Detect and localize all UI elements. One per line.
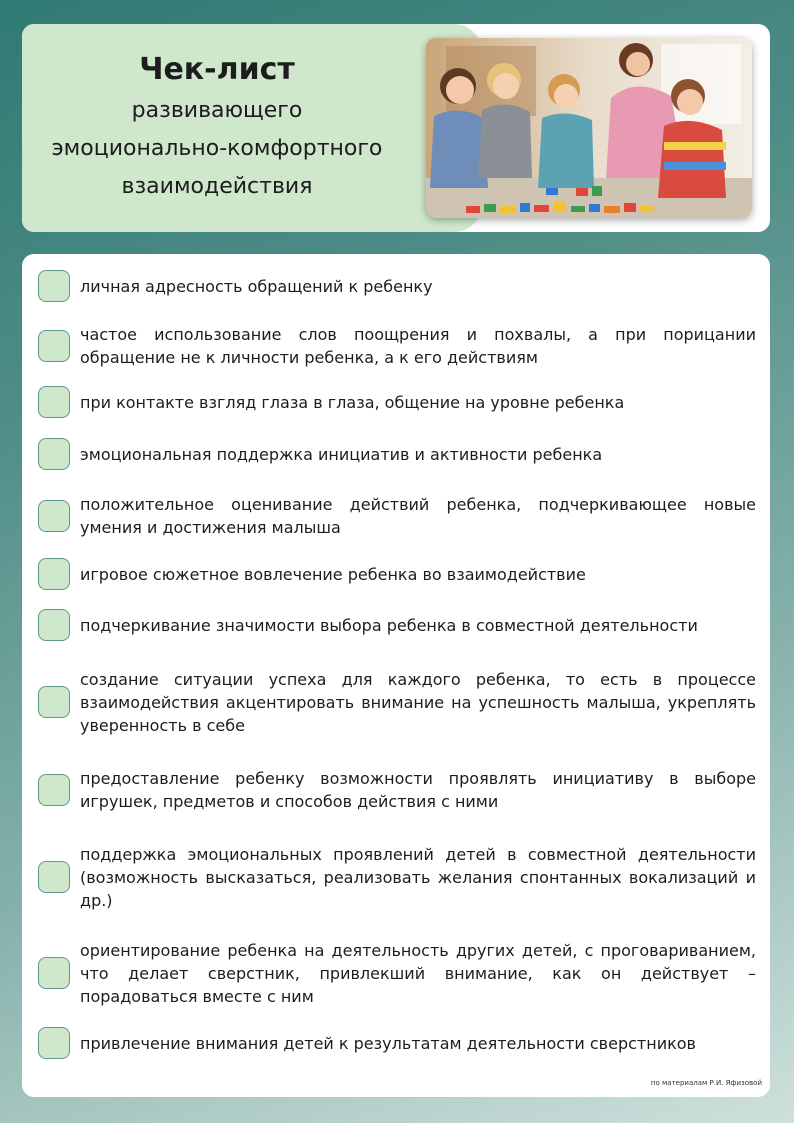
checkbox[interactable]	[38, 609, 70, 641]
checklist-item	[22, 842, 770, 912]
checkbox[interactable]	[38, 438, 70, 470]
checkbox[interactable]	[38, 957, 70, 989]
checklist-item	[22, 492, 770, 540]
checkbox[interactable]	[38, 500, 70, 532]
checklist-item	[22, 322, 770, 370]
checklist-item-text: создание ситуации успеха для каждого ребенка, то есть в процессе взаимодействия акцентировать внимание на успешность малыша, укреплять уверенность в себе	[80, 669, 756, 735]
checkbox[interactable]	[38, 774, 70, 806]
checkbox[interactable]	[38, 861, 70, 893]
checklist-item-text: личная адресность обращений к ребенку	[80, 276, 433, 296]
checklist-item	[22, 558, 770, 590]
checklist-item-text: поддержка эмоциональных проявлений детей в совместной деятельности (возможность высказаться, реализовать желания спонтанных вокализаций и др.)	[80, 844, 756, 910]
checklist-item-text: эмоциональная поддержка инициатив и активности ребенка	[80, 444, 603, 464]
title-block	[22, 24, 412, 232]
checklist-item	[22, 438, 770, 470]
checkbox[interactable]	[38, 330, 70, 362]
checklist-item-text: положительное оценивание действий ребенка, подчеркивающее новые умения и достижения малыша	[80, 495, 756, 537]
checklist-item-text: подчеркивание значимости выбора ребенка в совместной деятельности	[80, 615, 698, 635]
checkbox[interactable]	[38, 386, 70, 418]
checklist-item	[22, 938, 770, 1008]
checklist-item-text: ориентирование ребенка на деятельность других детей, с проговариванием, что делает сверстник, привлекший внимание, как он действует – порадоваться вместе с ним	[80, 940, 756, 1006]
checkbox[interactable]	[38, 558, 70, 590]
checklist-card	[22, 254, 770, 1097]
page-title: Чек-лист	[139, 52, 295, 87]
checklist-item-text: привлечение внимания детей к результатам деятельности сверстников	[80, 1033, 696, 1053]
checklist-item	[22, 667, 770, 737]
source-note: по материалам Р.И. Яфизовой	[650, 1079, 762, 1087]
subtitle-line-1: развивающего	[131, 98, 303, 123]
checklist-item-text: игровое сюжетное вовлечение ребенка во взаимодействие	[80, 564, 586, 584]
checklist-item	[22, 270, 770, 302]
checklist-item-text: частое использование слов поощрения и похвалы, а при порицании обращение не к личности ребенка, а к его действиям	[80, 325, 756, 367]
checklist-item	[22, 766, 770, 814]
checklist-item	[22, 1027, 770, 1059]
subtitle-line-3: взаимодействия	[121, 174, 313, 199]
checklist-item-text: при контакте взгляд глаза в глаза, общение на уровне ребенка	[80, 392, 625, 412]
checklist-item	[22, 609, 770, 641]
checkbox[interactable]	[38, 1027, 70, 1059]
checklist-item	[22, 386, 770, 418]
subtitle-line-2: эмоционально-комфортного	[51, 136, 383, 161]
checklist-item-text: предоставление ребенку возможности проявлять инициативу в выборе игрушек, предметов и способов действия с ними	[80, 769, 756, 811]
children-playing-photo	[426, 38, 752, 218]
header-card	[22, 24, 770, 232]
checkbox[interactable]	[38, 270, 70, 302]
checkbox[interactable]	[38, 686, 70, 718]
